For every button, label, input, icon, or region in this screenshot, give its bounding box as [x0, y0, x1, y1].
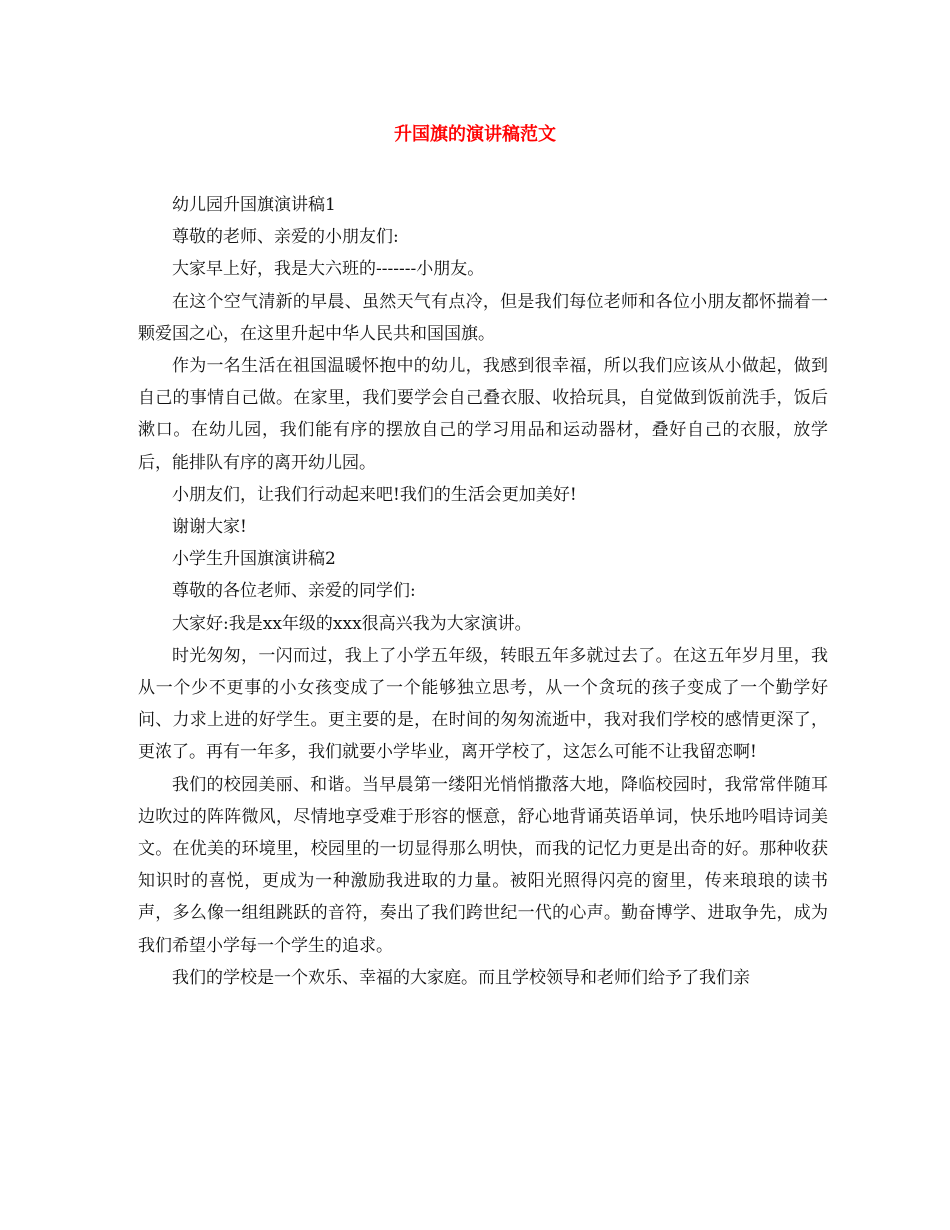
- paragraph: 在这个空气清新的早晨、虽然天气有点冷，但是我们每位老师和各位小朋友都怀揣着一颗爱国之心，在这里升起中华人民共和国国旗。: [138, 291, 828, 344]
- paragraph: 时光匆匆，一闪而过，我上了小学五年级，转眼五年多就过去了。在这五年岁月里，我从一个少不更事的小女孩变成了一个能够独立思考，从一个贪玩的孩子变成了一个勤学好问、力求上进的好学生。更主要的是，在时间的匆匆流逝中，我对我们学校的感情更深了，更浓了。再有一年多，我们就要小学毕业，离开学校了，这怎么可能不让我留恋啊!: [138, 645, 828, 763]
- document-title: 升国旗的演讲稿范文: [394, 124, 556, 145]
- paragraph: 幼儿园升国旗演讲稿1: [172, 195, 336, 215]
- paragraph: 作为一名生活在祖国温暖怀抱中的幼儿，我感到很幸福，所以我们应该从小做起，做到自己的事情自己做。在家里，我们要学会自己叠衣服、收拾玩具，自觉做到饭前洗手，饭后漱口。在幼儿园，我们能有序的摆放自己的学习用品和运动器材，叠好自己的衣服，放学后，能排队有序的离开幼儿园。: [138, 356, 828, 473]
- paragraph: 尊敬的各位老师、亲爱的同学们:: [172, 581, 416, 602]
- paragraph: 小朋友们，让我们行动起来吧!我们的生活会更加美好!: [172, 484, 577, 505]
- paragraph: 我们的校园美丽、和谐。当早晨第一缕阳光悄悄撒落大地，降临校园时，我常常伴随耳边吹过的阵阵微风，尽情地享受难于形容的惬意，舒心地背诵英语单词，快乐地吟唱诗词美文。在优美的环境里，校园里的一切显得那么明快，而我的记忆力更是出奇的好。那种收获知识时的喜悦，更成为一种激励我进取的力量。被阳光照得闪亮的窗里，传来琅琅的读书声，多么像一组组跳跃的音符，奏出了我们跨世纪一代的心声。勤奋博学、进取争先，成为我们希望小学每一个学生的追求。: [138, 774, 828, 956]
- paragraph: 小学生升国旗演讲稿2: [172, 549, 336, 570]
- paragraph: 大家早上好，我是大六班的-------小朋友。: [172, 259, 485, 280]
- paragraph: 大家好:我是xx年级的xxx很高兴我为大家演讲。: [172, 613, 532, 634]
- paragraph: 尊敬的老师、亲爱的小朋友们:: [172, 227, 399, 248]
- paragraph: 谢谢大家!: [172, 517, 247, 538]
- document-body: [138, 189, 828, 994]
- paragraph: 我们的学校是一个欢乐、幸福的大家庭。而且学校领导和老师们给予了我们亲: [172, 967, 750, 988]
